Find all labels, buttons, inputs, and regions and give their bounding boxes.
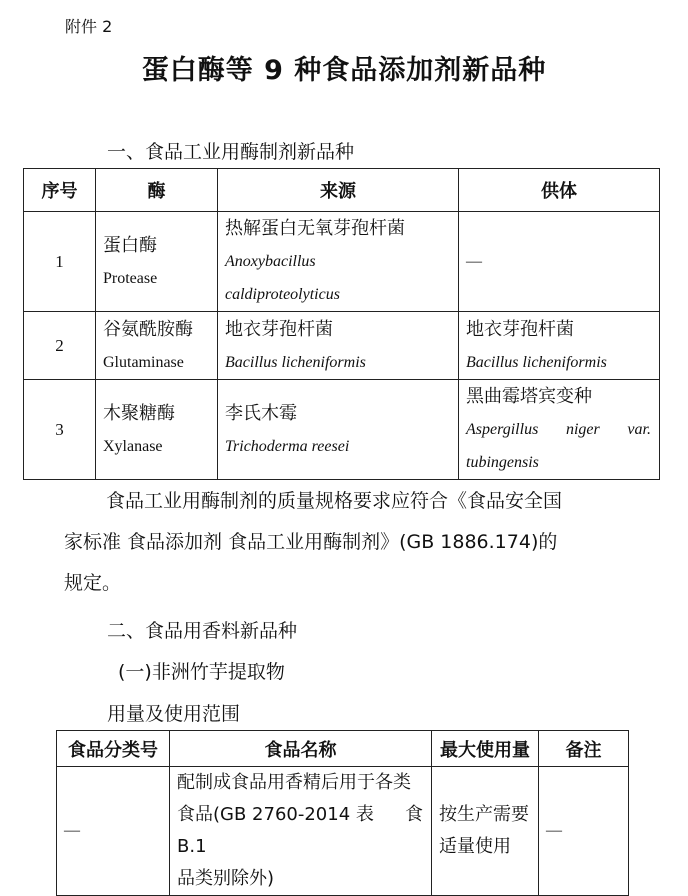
food-name-line2 (170, 799, 431, 863)
donor-latin-line2: tubingensis (466, 454, 539, 471)
enzyme-name-en: Glutaminase (103, 353, 184, 371)
attachment-label: 附件 2 (65, 17, 113, 36)
remark-dash: — (546, 822, 562, 839)
food-name-line1: 配制成食品用香精后用于各类 (177, 772, 411, 793)
max-usage-line1: 按生产需要 (439, 804, 529, 825)
food-name-part: 食 (405, 804, 423, 825)
food-name-line3: 品类别除外) (177, 868, 275, 889)
section2-subheading: (一)非洲竹芋提取物 (118, 661, 285, 683)
enzyme-cell (96, 380, 218, 480)
donor-cell (459, 312, 660, 380)
donor-latin-word: niger (565, 421, 600, 438)
enzyme-table (23, 168, 660, 480)
note-line-1: 食品工业用酶制剂的质量规格要求应符合《食品安全国 (106, 490, 563, 512)
table-row (24, 312, 660, 380)
donor-latin-word: var. (627, 421, 651, 438)
note-line (64, 522, 629, 563)
enzyme-name-en: Xylanase (103, 437, 163, 455)
enzyme-cell (96, 312, 218, 380)
header-max-usage: 最大使用量 (432, 731, 539, 767)
header-enzyme: 酶 (96, 169, 218, 212)
header-category: 食品分类号 (57, 731, 170, 767)
source-latin-line1: Anoxybacillus (225, 253, 316, 270)
donor-latin-line1 (459, 413, 659, 446)
header-source: 来源 (218, 169, 459, 212)
table-header-row (24, 169, 660, 212)
source-latin-line2: caldiproteolyticus (225, 286, 340, 303)
remark-cell (539, 767, 629, 896)
flavor-usage-table (56, 730, 629, 896)
enzyme-name-cn: 谷氨酰胺酶 (103, 318, 193, 340)
food-name-cell (170, 767, 432, 896)
row-num: 2 (24, 312, 96, 380)
max-usage-cell (432, 767, 539, 896)
note-line (64, 563, 629, 604)
donor-latin: Bacillus licheniformis (466, 353, 607, 371)
header-donor: 供体 (459, 169, 660, 212)
enzyme-cell (96, 212, 218, 312)
source-latin: Trichoderma reesei (225, 437, 350, 455)
header-num: 序号 (24, 169, 96, 212)
enzyme-name-cn: 木聚糖酶 (103, 402, 175, 424)
section2-heading: 二、食品用香料新品种 (107, 620, 298, 642)
donor-latin-word: Aspergillus (466, 421, 539, 438)
enzyme-name-cn: 蛋白酶 (103, 234, 157, 256)
usage-label: 用量及使用范围 (107, 703, 241, 725)
table-row (24, 212, 660, 312)
row-num: 1 (24, 212, 96, 312)
category-dash: — (64, 822, 80, 839)
source-cell (218, 212, 459, 312)
donor-dash: — (466, 253, 482, 270)
enzyme-quality-note (64, 481, 629, 604)
max-usage-line2: 适量使用 (439, 836, 511, 857)
header-food-name: 食品名称 (170, 731, 432, 767)
source-name-cn: 地衣芽孢杆菌 (225, 318, 333, 340)
table-row (57, 767, 629, 896)
table-header-row (57, 731, 629, 767)
food-name-part: 食品(GB 2760-2014 表 B.1 (177, 804, 374, 857)
section1-heading: 一、食品工业用酶制剂新品种 (107, 141, 355, 163)
donor-name-cn: 地衣芽孢杆菌 (466, 318, 574, 340)
category-cell (57, 767, 170, 896)
source-cell (218, 312, 459, 380)
source-name-cn: 李氏木霉 (225, 402, 297, 424)
document-title: 蛋白酶等 9 种食品添加剂新品种 (141, 55, 547, 86)
source-cell (218, 380, 459, 480)
donor-cell (459, 380, 660, 480)
note-line-2: 家标准 食品添加剂 食品工业用酶制剂》(GB 1886.174)的 (64, 531, 558, 553)
note-line-3: 规定。 (64, 572, 122, 594)
note-line (64, 481, 629, 522)
donor-cell (459, 212, 660, 312)
source-latin: Bacillus licheniformis (225, 353, 366, 371)
header-remark: 备注 (539, 731, 629, 767)
enzyme-name-en: Protease (103, 269, 158, 287)
donor-name-cn: 黑曲霉塔宾变种 (466, 386, 592, 407)
source-name-cn: 热解蛋白无氧芽孢杆菌 (225, 218, 405, 239)
table-row (24, 380, 660, 480)
row-num: 3 (24, 380, 96, 480)
